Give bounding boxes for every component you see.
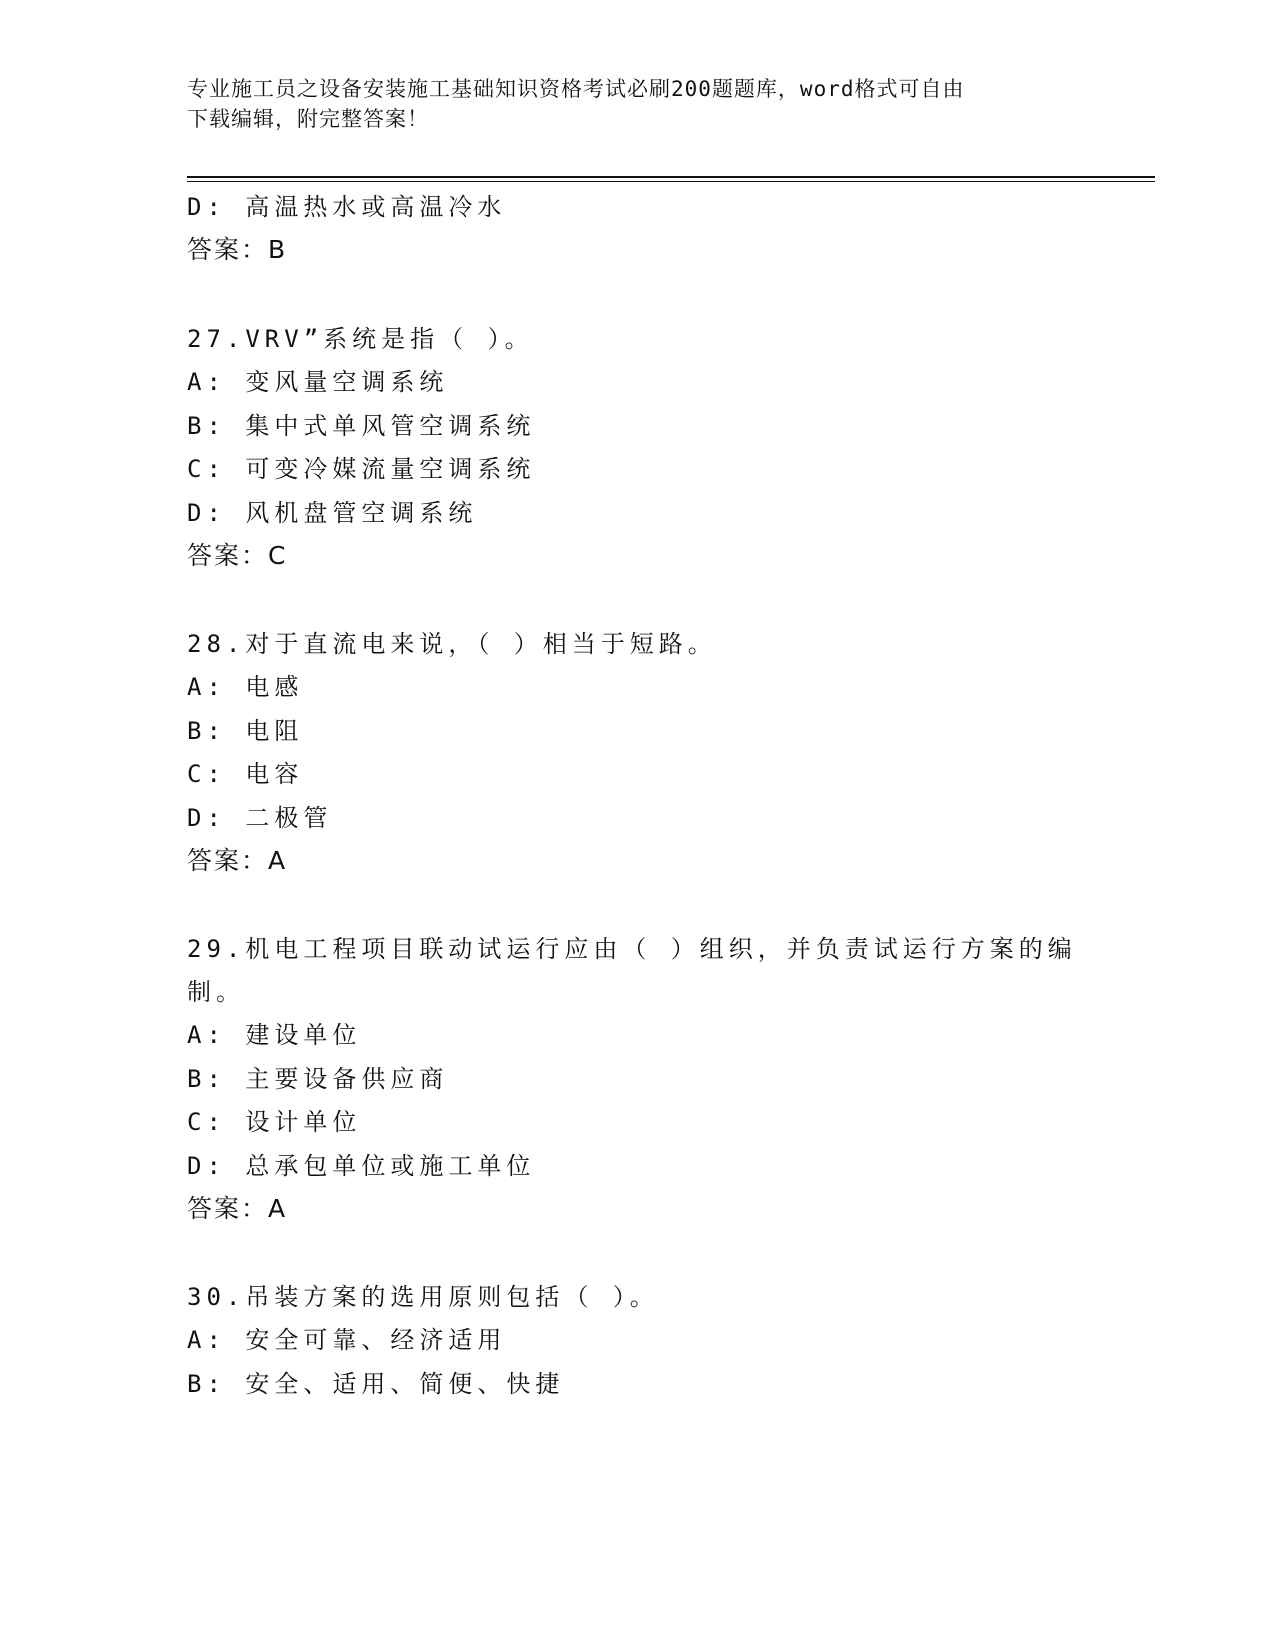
question-27-option-b: B: 集中式单风管空调系统 [187,412,536,440]
question-28-option-a: A: 电感 [187,673,304,701]
question-27-option-c: C: 可变冷媒流量空调系统 [187,455,536,483]
question-27-stem: 27.VRV”系统是指（ ）。 [187,325,534,353]
question-29-option-a: A: 建设单位 [187,1021,362,1049]
question-27-answer: 答案：C [187,541,288,570]
question-29-option-b: B: 主要设备供应商 [187,1065,449,1093]
header-divider-thick [187,176,1155,178]
question-30-option-b: B: 安全、适用、简便、快捷 [187,1370,565,1398]
question-30-stem: 30.吊装方案的选用原则包括（ ）。 [187,1283,659,1311]
question-27-option-d: D: 风机盘管空调系统 [187,499,478,527]
question-28-option-b: B: 电阻 [187,717,304,745]
document-header [187,74,1067,134]
question-29-stem: 29.机电工程项目联动试运行应由（ ）组织，并负责试运行方案的编 [187,935,1077,963]
question-30-option-a: A: 安全可靠、经济适用 [187,1326,507,1354]
question-28-stem: 28.对于直流电来说，（ ）相当于短路。 [187,630,717,658]
question-28-option-c: C: 电容 [187,760,304,788]
question-29-option-d: D: 总承包单位或施工单位 [187,1152,536,1180]
question-29-option-c: C: 设计单位 [187,1108,362,1136]
question-28-answer: 答案：A [187,846,288,875]
question-28-option-d: D: 二极管 [187,804,333,832]
question-29-stem-continued: 制。 [187,978,245,1006]
header-title-line-2: 下载编辑，附完整答案！ [187,107,429,131]
question-29-answer: 答案：A [187,1194,288,1223]
question-26-answer: 答案：B [187,235,288,264]
question-26-option-d: D: 高温热水或高温冷水 [187,193,507,221]
question-27-option-a: A: 变风量空调系统 [187,368,449,396]
header-title-line-1: 专业施工员之设备安装施工基础知识资格考试必刷200题题库，word格式可自由 [187,77,965,101]
header-divider-thin [187,181,1155,182]
